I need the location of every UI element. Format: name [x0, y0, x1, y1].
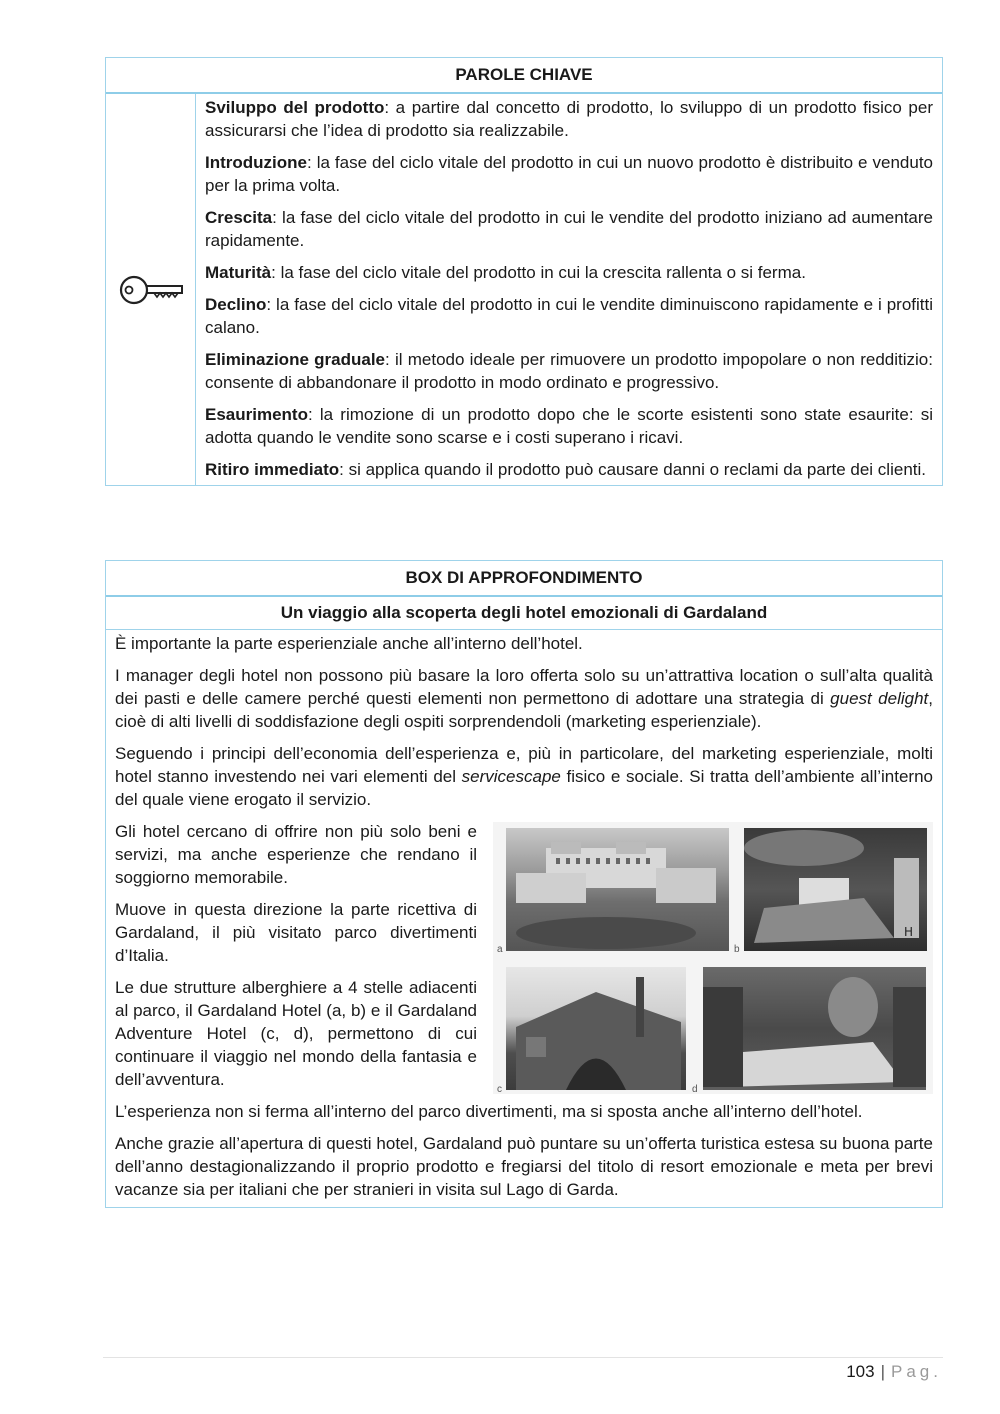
keywords-box-title: PAROLE CHIAVE — [106, 58, 942, 94]
page-footer — [846, 1362, 942, 1382]
keyword-item — [205, 96, 933, 142]
paragraph: Gli hotel cercano di offrire non più solo beni e servizi, ma anche esperienze che rendano il soggiorno memorabile. — [115, 822, 477, 887]
keyword-definition: : la fase del ciclo vitale del prodotto in cui le vendite diminuiscono rapidamente e i profitti calano. — [205, 295, 933, 337]
svg-text:H: H — [904, 925, 914, 939]
paragraph-text: fisico e sociale. Si tratta dell’ambiente all’interno del quale viene erogato il servizio. — [115, 767, 933, 809]
paragraph: Anche grazie all’apertura di questi hotel, Gardaland può puntare su un’offerta turistica estesa su buona parte dell’anno destagionalizzando il proprio prodotto e fregiarsi del titolo di resort emozionale e meta per brevi vacanze sia per italiani che per stranieri in visita sul Lago di Garda. — [115, 1134, 933, 1199]
key-icon — [118, 273, 184, 307]
paragraph: È importante la parte esperienziale anche all’interno dell’hotel. — [115, 634, 583, 653]
paragraph: Muove in questa direzione la parte ricettiva di Gardaland, il più visitato parco divertimenti d’Italia. — [115, 900, 477, 965]
keyword-definition: : la fase del ciclo vitale del prodotto in cui le vendite del prodotto iniziano ad aumentare rapidamente. — [205, 208, 933, 250]
keyword-term: Sviluppo del prodotto — [205, 98, 385, 117]
keyword-term: Declino — [205, 295, 267, 314]
photo-label: b — [734, 944, 740, 955]
keyword-definition: : la fase del ciclo vitale del prodotto in cui la crescita rallenta o si ferma. — [271, 263, 806, 282]
hotel-photos — [493, 822, 933, 1094]
footer-divider — [103, 1357, 943, 1358]
keywords-box — [105, 57, 943, 486]
keyword-definition: : il metodo ideale per rimuovere un prodotto impopolare o non redditizio: consente di abbandonare il prodotto in modo ordinato e progressivo. — [205, 350, 933, 392]
keyword-item — [205, 458, 933, 481]
paragraph: L’esperienza non si ferma all’interno del parco divertimenti, ma si sposta anche all’interno dell’hotel. — [115, 1102, 863, 1121]
side-text — [115, 820, 477, 1094]
keyword-item — [205, 403, 933, 449]
photo-label: a — [497, 944, 503, 955]
keyword-item — [205, 293, 933, 339]
paragraph-emphasis: guest delight — [830, 689, 929, 708]
paragraph-emphasis: servicescape — [461, 767, 561, 786]
keyword-item — [205, 348, 933, 394]
photo-hotel-aerial — [506, 828, 729, 951]
keyword-item — [205, 206, 933, 252]
photo-label: d — [692, 1084, 698, 1095]
insight-box-body — [106, 630, 942, 1207]
keyword-term: Esaurimento — [205, 405, 308, 424]
keywords-list — [196, 94, 942, 485]
insight-box-title: BOX DI APPROFONDIMENTO — [106, 561, 942, 597]
keyword-item — [205, 261, 933, 284]
keyword-definition: : si applica quando il prodotto può causare danni o reclami da parte dei clienti. — [339, 460, 926, 479]
keyword-definition: : la rimozione di un prodotto dopo che le scorte esistenti sono state esaurite: si adotta quando le vendite sono scarse e i costi superano i ricavi. — [205, 405, 933, 447]
paragraph: Le due strutture alberghiere a 4 stelle adiacenti al parco, il Gardaland Hotel (a, b) e il Gardaland Adventure Hotel (c, d), permettono di cui continuare il viaggio nel mondo della fantasia e dell’avventura. — [115, 978, 477, 1089]
keyword-item — [205, 151, 933, 197]
paragraph-text: , cioè di alti livelli di soddisfazione degli ospiti sorprendendoli (marketing esperienziale). — [115, 689, 933, 731]
photo-label: c — [497, 1084, 502, 1095]
page-label: Pag. — [891, 1362, 942, 1381]
paragraph — [115, 664, 933, 733]
page-separator: | — [880, 1362, 886, 1381]
keyword-term: Introduzione — [205, 153, 307, 172]
keyword-term: Eliminazione graduale — [205, 350, 385, 369]
keyword-term: Crescita — [205, 208, 273, 227]
photo-adventure-room — [703, 967, 926, 1090]
insight-box-subtitle: Un viaggio alla scoperta degli hotel emozionali di Gardaland — [106, 597, 942, 630]
insight-box — [105, 560, 943, 1208]
photo-hotel-room-b — [744, 828, 927, 951]
text-with-photos — [115, 820, 933, 1094]
paragraph — [115, 742, 933, 811]
page-number: 103 — [846, 1362, 875, 1381]
paragraph-text: Seguendo i principi dell’economia dell’esperienza e, più in particolare, del marketing esperienziale, molti hotel stanno investendo nei vari elementi del — [115, 744, 933, 786]
keyword-term: Ritiro immediato — [205, 460, 340, 479]
keyword-definition: : la fase del ciclo vitale del prodotto in cui un nuovo prodotto è distribuito e venduto per la prima volta. — [205, 153, 933, 195]
keywords-icon-column — [106, 94, 196, 485]
photo-adventure-entrance — [506, 967, 686, 1090]
keyword-definition: : a partire dal concetto di prodotto, lo sviluppo di un prodotto fisico per assicurarsi che l’idea di prodotto sia realizzabile. — [205, 98, 933, 140]
paragraph-text: I manager degli hotel non possono più basare la loro offerta solo su un’attrattiva location o sull’alta qualità dei pasti e delle camere perché questi elementi non permettono di adottare una strategia di — [115, 666, 933, 708]
keyword-term: Maturità — [205, 263, 272, 282]
